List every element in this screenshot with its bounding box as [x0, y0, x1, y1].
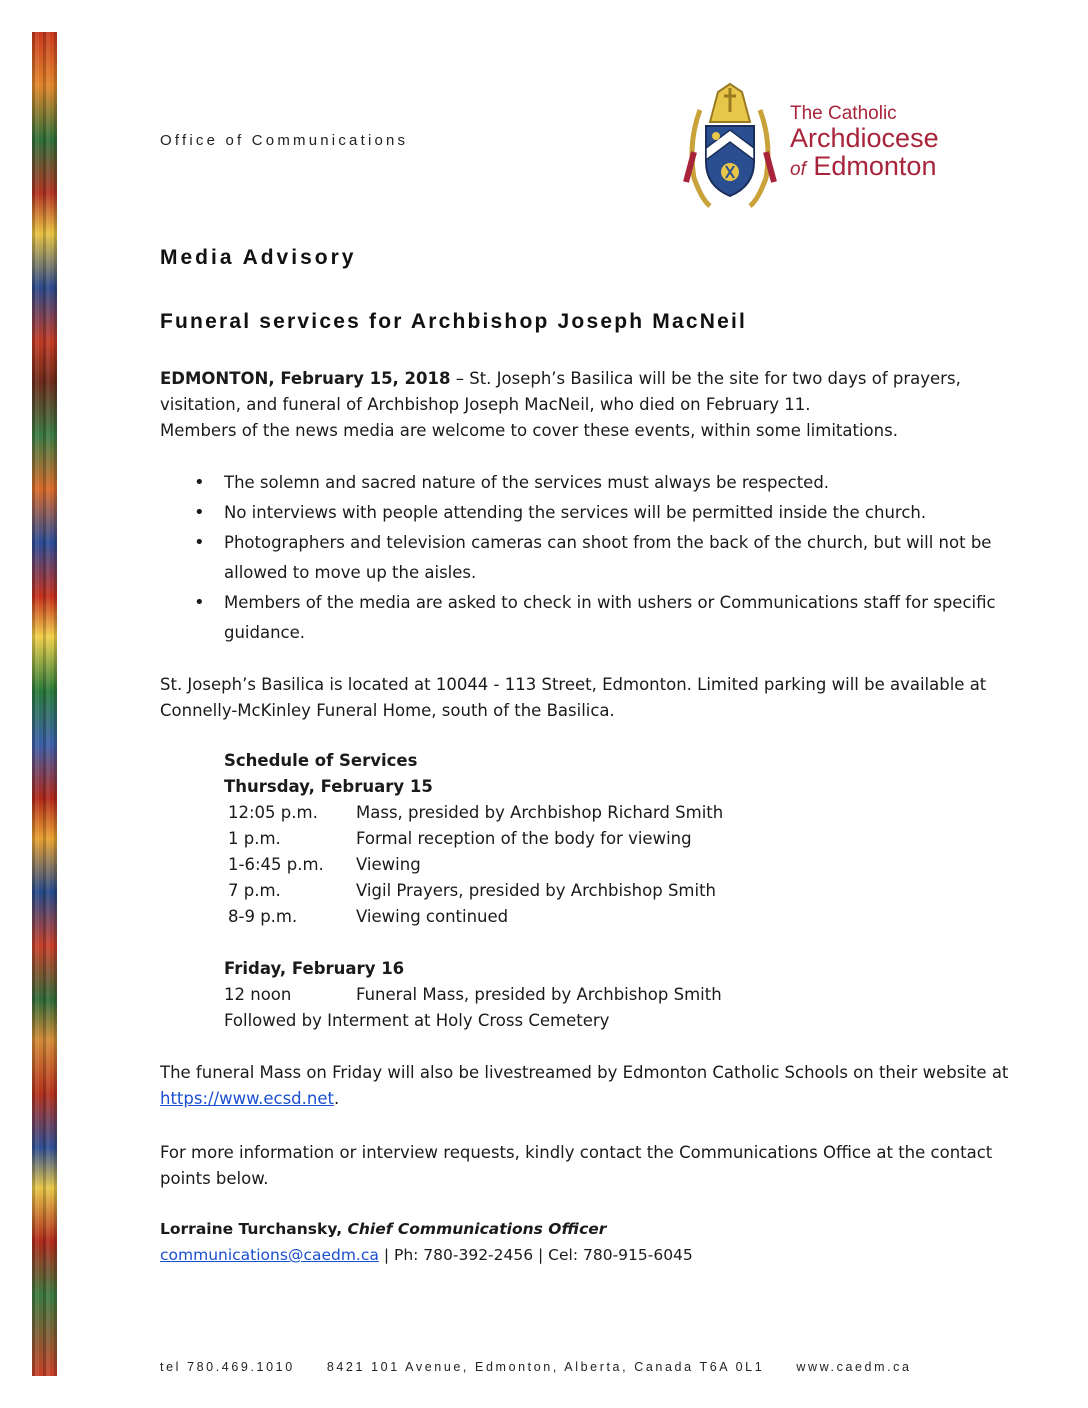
office-heading: Office of Communications [160, 132, 409, 149]
livestream-end: . [333, 1089, 340, 1108]
schedule-note: Followed by Interment at Holy Cross Cemetery [224, 1011, 610, 1030]
livestream-paragraph [160, 1060, 1040, 1112]
list-item: • Photographers and television cameras can shoot from the back of the church, but will not be allowed to move up the aisles. [160, 528, 1040, 588]
day-1-label: Thursday, February 15 [224, 777, 433, 796]
contact-person [160, 1216, 1040, 1242]
schedule-desc: Mass, presided by Archbishop Richard Smith [356, 803, 724, 822]
logo-wordmark [790, 104, 939, 180]
schedule-desc: Funeral Mass, presided by Archbishop Smith [356, 985, 722, 1004]
schedule [224, 748, 924, 1034]
schedule-heading: Schedule of Services [224, 751, 418, 770]
footer-web: www.caedm.ca [796, 1360, 912, 1374]
schedule-desc: Viewing continued [356, 907, 509, 926]
ecsd-link[interactable]: https://www.ecsd.net [160, 1089, 334, 1108]
list-item: • The solemn and sacred nature of the services must always be respected. [160, 468, 1040, 498]
intro-paragraph [160, 366, 1040, 444]
location-paragraph: St. Joseph’s Basilica is located at 10044 - 113 Street, Edmonton. Limited parking will be available at Connelly-McKinley Funeral Home, south of the Basilica. [160, 675, 987, 720]
footer [160, 1360, 1020, 1374]
schedule-time: 8-9 p.m. [228, 907, 298, 926]
schedule-time: 1-6:45 p.m. [228, 855, 324, 874]
livestream-text: The funeral Mass on Friday will also be livestreamed by Edmonton Catholic Schools on their website at [160, 1063, 1009, 1082]
schedule-row [224, 904, 924, 930]
more-info-paragraph: For more information or interview requests, kindly contact the Communications Office at the contact points below. [160, 1143, 993, 1188]
archdiocese-logo [680, 82, 980, 212]
dateline: EDMONTON, February 15, 2018 [160, 369, 451, 388]
day-2-label: Friday, February 16 [224, 959, 405, 978]
intro-text: – St. Joseph’s Basilica will be the site for two days of prayers, visitation, and funeral of Archbishop Joseph MacNeil, who died on February 11. [160, 369, 961, 414]
page-title: Media Advisory [160, 246, 357, 269]
schedule-time: 1 p.m. [228, 829, 281, 848]
contact-block [160, 1216, 1040, 1268]
schedule-time: 12:05 p.m. [228, 803, 318, 822]
schedule-row [224, 878, 924, 904]
schedule-desc: Formal reception of the body for viewing [356, 829, 692, 848]
schedule-row [224, 800, 924, 826]
stained-glass-border [32, 32, 57, 1376]
logo-line-1: The Catholic [790, 103, 897, 124]
intro-text-2: Members of the news media are welcome to cover these events, within some limitations. [160, 421, 898, 440]
list-item: • Members of the media are asked to check in with ushers or Communications staff for specific guidance. [160, 588, 1040, 648]
limitations-list [160, 468, 1040, 648]
schedule-row [224, 982, 924, 1008]
list-item: • No interviews with people attending the services will be permitted inside the church. [160, 498, 1040, 528]
schedule-time: 7 p.m. [228, 881, 281, 900]
schedule-desc: Vigil Prayers, presided by Archbishop Smith [356, 881, 717, 900]
contact-name: Lorraine Turchansky, [160, 1220, 348, 1238]
schedule-time: 12 noon [224, 985, 292, 1004]
page-subtitle: Funeral services for Archbishop Joseph MacNeil [160, 310, 748, 333]
contact-phones: | Ph: 780-392-2456 | Cel: 780-915-6045 [378, 1246, 693, 1264]
schedule-row [224, 826, 924, 852]
schedule-row [224, 852, 924, 878]
contact-email-link[interactable]: communications@caedm.ca [160, 1246, 379, 1264]
footer-tel: tel 780.469.1010 [160, 1360, 295, 1374]
footer-address: 8421 101 Avenue, Edmonton, Alberta, Canada T6A 0L1 [326, 1360, 765, 1374]
contact-role: Chief Communications Officer [347, 1220, 607, 1238]
contact-details [160, 1242, 1040, 1268]
coat-of-arms-icon [680, 82, 780, 212]
schedule-desc: Viewing [356, 855, 421, 874]
logo-line-2: Archdiocese [790, 123, 939, 153]
logo-line-3: of Edmonton [790, 151, 937, 181]
